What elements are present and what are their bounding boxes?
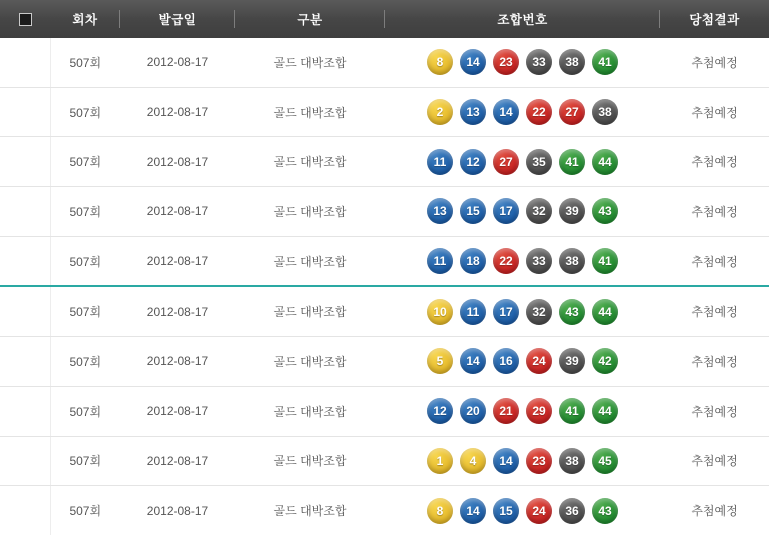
number-ball: 33 [526, 49, 552, 75]
number-ball: 11 [427, 248, 453, 274]
number-ball: 1 [427, 448, 453, 474]
number-ball: 44 [592, 149, 618, 175]
number-ball-group [385, 398, 660, 424]
number-ball: 41 [559, 398, 585, 424]
row-date: 2012-08-17 [120, 337, 235, 387]
row-type: 골드 대박조합 [235, 38, 385, 87]
row-date: 2012-08-17 [120, 187, 235, 237]
select-all-checkbox[interactable] [19, 13, 32, 26]
number-ball-group [385, 448, 660, 474]
table-body [0, 38, 769, 535]
table-header-row [0, 0, 769, 38]
row-round: 507회 [50, 286, 120, 336]
select-all-wrap [0, 0, 50, 38]
number-ball-group [385, 348, 660, 374]
row-round: 507회 [50, 87, 120, 137]
row-date: 2012-08-17 [120, 38, 235, 87]
row-date: 2012-08-17 [146, 503, 209, 518]
row-type: 골드 대박조합 [235, 187, 385, 237]
number-ball-group [385, 149, 660, 175]
row-select-cell[interactable] [0, 187, 50, 237]
number-ball: 14 [493, 448, 519, 474]
row-result: 추첨예정 [660, 87, 769, 137]
number-ball: 14 [493, 99, 519, 125]
row-round: 507회 [50, 38, 120, 87]
number-ball: 44 [592, 398, 618, 424]
row-numbers [385, 137, 660, 187]
row-numbers [385, 386, 660, 436]
row-select-cell[interactable] [0, 137, 50, 187]
number-ball: 27 [559, 99, 585, 125]
table-header [0, 0, 769, 38]
number-ball: 41 [592, 248, 618, 274]
row-date: 2012-08-17 [120, 236, 235, 286]
table-row[interactable] [0, 38, 769, 87]
number-ball-group [385, 99, 660, 125]
row-result: 추첨예정 [660, 386, 769, 436]
row-numbers [385, 436, 660, 486]
number-ball: 12 [427, 398, 453, 424]
number-ball: 43 [592, 498, 618, 524]
row-select-cell[interactable] [0, 38, 50, 87]
number-ball: 10 [427, 299, 453, 325]
column-header-numbers-label: 조합번호 [497, 13, 548, 27]
number-ball: 39 [559, 198, 585, 224]
number-ball: 43 [592, 198, 618, 224]
row-numbers [385, 337, 660, 387]
row-date: 2012-08-17 [120, 137, 235, 187]
number-ball: 17 [493, 198, 519, 224]
row-select-cell[interactable] [0, 236, 50, 286]
number-ball: 23 [493, 49, 519, 75]
number-ball: 11 [427, 149, 453, 175]
number-ball: 27 [493, 149, 519, 175]
number-ball: 41 [592, 49, 618, 75]
number-ball: 5 [427, 348, 453, 374]
row-select-cell[interactable] [0, 87, 50, 137]
number-ball: 22 [493, 248, 519, 274]
number-ball: 15 [460, 198, 486, 224]
row-result: 추첨예정 [660, 436, 769, 486]
row-date: 2012-08-17 [120, 87, 235, 137]
column-header-result [660, 0, 769, 38]
number-ball: 39 [559, 348, 585, 374]
number-ball: 2 [427, 99, 453, 125]
column-header-date-label: 발급일 [158, 13, 197, 27]
number-ball-group [385, 498, 660, 524]
row-type: 골드 대박조합 [235, 137, 385, 187]
table-row[interactable] [0, 236, 769, 286]
row-date: 2012-08-17 [120, 386, 235, 436]
number-ball: 36 [559, 498, 585, 524]
number-ball: 12 [460, 149, 486, 175]
row-round: 507회 [50, 386, 120, 436]
table-row[interactable] [0, 436, 769, 486]
number-ball: 13 [460, 99, 486, 125]
row-result: 추첨예정 [691, 504, 738, 519]
row-select-cell[interactable] [0, 286, 50, 336]
row-result: 추첨예정 [660, 187, 769, 237]
table-row[interactable] [0, 137, 769, 187]
row-select-cell[interactable] [0, 486, 50, 535]
row-result: 추첨예정 [660, 337, 769, 387]
column-header-type [235, 0, 385, 38]
row-round: 507회 [50, 187, 120, 237]
number-ball: 38 [559, 49, 585, 75]
number-ball: 13 [427, 198, 453, 224]
row-numbers [385, 38, 660, 87]
number-ball: 29 [526, 398, 552, 424]
number-ball: 17 [493, 299, 519, 325]
row-result: 추첨예정 [660, 137, 769, 187]
row-numbers [385, 486, 660, 535]
row-type: 골드 대박조합 [273, 504, 347, 519]
row-numbers [385, 87, 660, 137]
number-ball: 32 [526, 299, 552, 325]
row-numbers [385, 236, 660, 286]
row-type: 골드 대박조합 [235, 386, 385, 436]
row-date: 2012-08-17 [120, 286, 235, 336]
number-ball: 14 [460, 348, 486, 374]
column-header-result-label: 당첨결과 [689, 13, 740, 27]
row-type: 골드 대박조합 [235, 436, 385, 486]
row-round: 507회 [50, 436, 120, 486]
row-result: 추첨예정 [660, 286, 769, 336]
number-ball: 33 [526, 248, 552, 274]
number-ball: 35 [526, 149, 552, 175]
row-select-cell[interactable] [0, 436, 50, 486]
row-round: 507회 [50, 137, 120, 187]
number-ball: 32 [526, 198, 552, 224]
select-all-header [0, 0, 50, 38]
number-ball: 38 [559, 448, 585, 474]
number-ball: 15 [493, 498, 519, 524]
number-ball-group [385, 198, 660, 224]
table-row[interactable] [0, 486, 769, 535]
row-round: 507회 [50, 337, 120, 387]
number-ball: 14 [460, 49, 486, 75]
table-row[interactable] [0, 386, 769, 436]
number-ball-group [385, 299, 660, 325]
number-ball-group [385, 248, 660, 274]
row-round: 507회 [50, 236, 120, 286]
column-header-numbers [385, 0, 660, 38]
column-header-round-label: 회차 [72, 13, 98, 27]
table-row[interactable] [0, 337, 769, 387]
row-numbers [385, 187, 660, 237]
row-type: 골드 대박조합 [235, 286, 385, 336]
number-ball: 21 [493, 398, 519, 424]
number-ball: 14 [460, 498, 486, 524]
number-ball: 43 [559, 299, 585, 325]
table-row[interactable] [0, 286, 769, 336]
row-type: 골드 대박조합 [235, 236, 385, 286]
number-ball: 24 [526, 348, 552, 374]
number-ball: 4 [460, 448, 486, 474]
number-ball: 23 [526, 448, 552, 474]
row-type: 골드 대박조합 [235, 337, 385, 387]
number-ball-group [385, 49, 660, 75]
row-type: 골드 대박조합 [235, 87, 385, 137]
number-ball: 42 [592, 348, 618, 374]
number-ball: 38 [559, 248, 585, 274]
column-header-round [50, 0, 120, 38]
number-ball: 11 [460, 299, 486, 325]
table-row[interactable] [0, 187, 769, 237]
number-ball: 38 [592, 99, 618, 125]
column-header-date [120, 0, 235, 38]
column-header-type-label: 구분 [297, 13, 323, 27]
row-select-cell[interactable] [0, 386, 50, 436]
row-result: 추첨예정 [660, 236, 769, 286]
number-ball: 16 [493, 348, 519, 374]
row-date: 2012-08-17 [120, 436, 235, 486]
number-ball: 18 [460, 248, 486, 274]
number-ball: 20 [460, 398, 486, 424]
row-result: 추첨예정 [660, 38, 769, 87]
number-ball: 44 [592, 299, 618, 325]
number-ball: 8 [427, 498, 453, 524]
number-ball: 41 [559, 149, 585, 175]
row-round: 507회 [69, 504, 102, 519]
number-ball: 24 [526, 498, 552, 524]
table-row[interactable] [0, 87, 769, 137]
row-numbers [385, 286, 660, 336]
number-ball: 45 [592, 448, 618, 474]
number-ball: 22 [526, 99, 552, 125]
number-ball: 8 [427, 49, 453, 75]
row-select-cell[interactable] [0, 337, 50, 387]
